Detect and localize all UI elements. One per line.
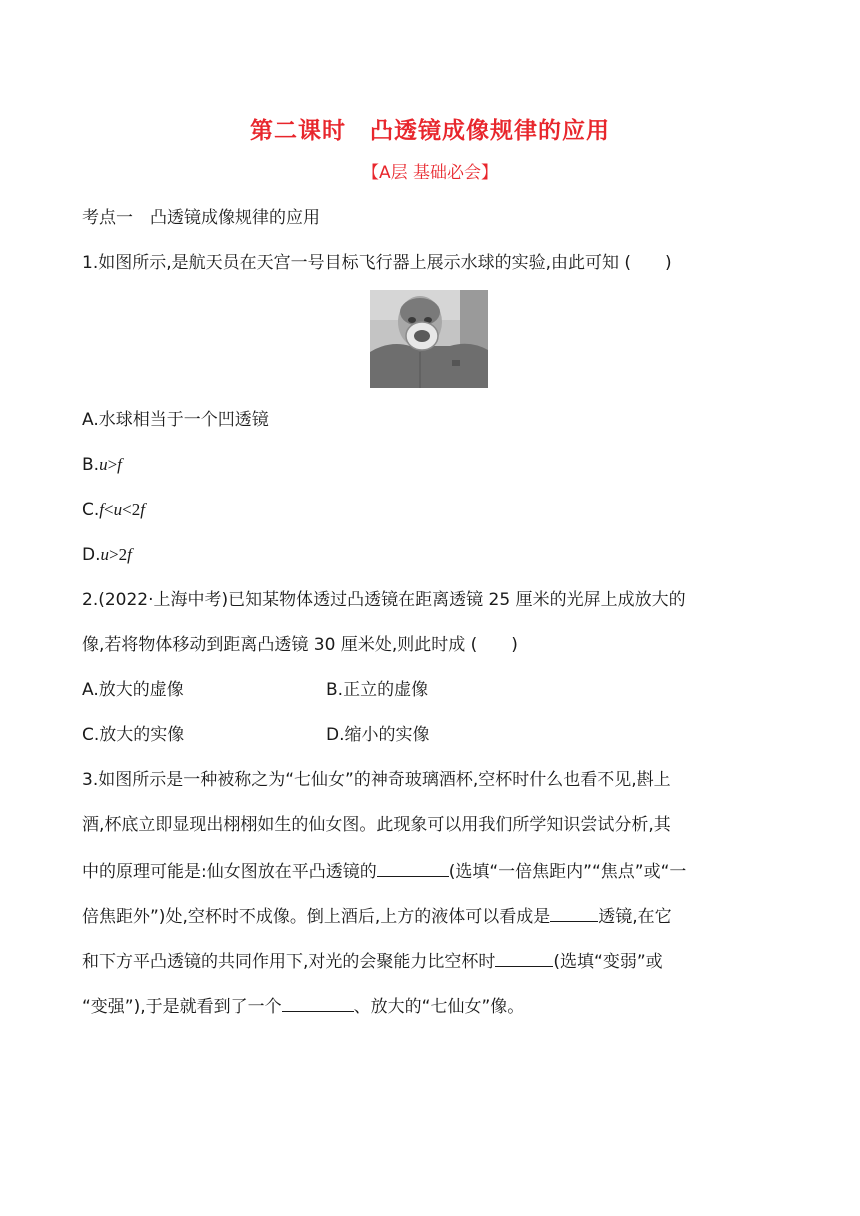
question-3-line-1: 3.如图所示是一种被称之为“七仙女”的神奇玻璃酒杯,空杯时什么也看不见,斟上 xyxy=(82,770,671,790)
question-3-line-5: 和下方平凸透镜的共同作用下,对光的会聚能力比空杯时 (选填“变弱”或 xyxy=(82,948,663,974)
question-1-option-d: D.u>2f xyxy=(82,545,132,565)
question-2-option-b: B.正立的虚像 xyxy=(326,680,429,700)
answer-blank-4[interactable] xyxy=(282,993,354,1012)
question-1-stem: 1.如图所示,是航天员在天宫一号目标飞行器上展示水球的实验,由此可知 ( ) xyxy=(82,253,672,273)
question-2-stem-line-1: 2.(2022·上海中考)已知某物体透过凸透镜在距离透镜 25 厘米的光屏上成放大的 xyxy=(82,590,686,610)
page-title: 第二课时 凸透镜成像规律的应用 xyxy=(250,118,610,144)
photo-icon xyxy=(370,290,488,388)
question-3-line-6: “变强”),于是就看到了一个 、放大的“七仙女”像。 xyxy=(82,993,524,1019)
astronaut-water-ball-photo xyxy=(370,290,488,388)
question-1-option-a: A.水球相当于一个凹透镜 xyxy=(82,410,269,430)
question-1-option-b: B.u>f xyxy=(82,455,122,475)
question-3-line-3: 中的原理可能是:仙女图放在平凸透镜的 (选填“一倍焦距内”“焦点”或“一 xyxy=(82,858,686,884)
question-3-line-2: 酒,杯底立即显现出栩栩如生的仙女图。此现象可以用我们所学知识尝试分析,其 xyxy=(82,815,671,835)
question-2-option-d: D.缩小的实像 xyxy=(326,725,430,745)
answer-blank-2[interactable] xyxy=(550,903,598,922)
question-2-option-c: C.放大的实像 xyxy=(82,725,185,745)
question-2-option-a: A.放大的虚像 xyxy=(82,680,184,700)
section-heading: 考点一 凸透镜成像规律的应用 xyxy=(82,208,320,228)
question-2-stem-line-2: 像,若将物体移动到距离凸透镜 30 厘米处,则此时成 ( ) xyxy=(82,635,518,655)
question-1-option-c: C.f<u<2f xyxy=(82,500,145,520)
question-3-line-4: 倍焦距外”)处,空杯时不成像。倒上酒后,上方的液体可以看成是 透镜,在它 xyxy=(82,903,672,929)
answer-blank-3[interactable] xyxy=(495,948,553,967)
level-heading: 【A层 基础必会】 xyxy=(361,163,499,183)
answer-blank-1[interactable] xyxy=(377,858,449,877)
